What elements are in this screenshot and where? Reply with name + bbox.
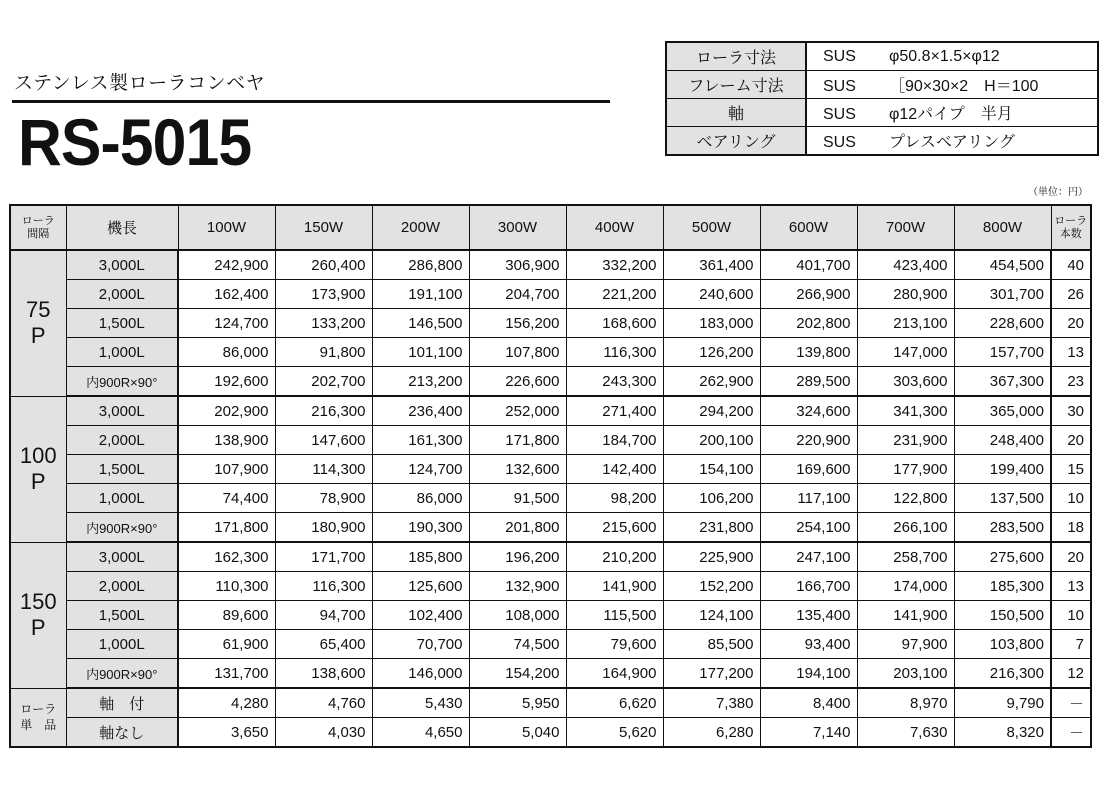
- roller-count-cell: 10: [1051, 601, 1091, 630]
- spec-label: ローラ寸法: [666, 42, 806, 71]
- price-cell: 132,900: [469, 572, 566, 601]
- price-cell: 4,280: [178, 688, 275, 718]
- price-cell: 166,700: [760, 572, 857, 601]
- price-cell: 185,300: [954, 572, 1051, 601]
- price-cell: 93,400: [760, 630, 857, 659]
- price-cell: 280,900: [857, 280, 954, 309]
- price-cell: 247,100: [760, 542, 857, 572]
- roller-count-cell: 7: [1051, 630, 1091, 659]
- table-row: [10, 630, 1091, 659]
- price-cell: 146,000: [372, 659, 469, 689]
- length-cell: 3,000L: [66, 542, 178, 572]
- length-cell: 2,000L: [66, 280, 178, 309]
- price-cell: 171,700: [275, 542, 372, 572]
- price-cell: 190,300: [372, 513, 469, 543]
- price-cell: 171,800: [469, 426, 566, 455]
- price-table: [9, 204, 1092, 748]
- price-cell: 156,200: [469, 309, 566, 338]
- spec-label: ベアリング: [666, 127, 806, 156]
- table-row: [10, 338, 1091, 367]
- price-cell: 171,800: [178, 513, 275, 543]
- price-cell: 114,300: [275, 455, 372, 484]
- roller-count-cell: 18: [1051, 513, 1091, 543]
- length-cell: 1,500L: [66, 601, 178, 630]
- group-label: [10, 250, 66, 396]
- roller-count-cell: 15: [1051, 455, 1091, 484]
- price-cell: 266,100: [857, 513, 954, 543]
- price-cell: 115,500: [566, 601, 663, 630]
- price-cell: 228,600: [954, 309, 1051, 338]
- group-label-line2: P: [30, 469, 46, 494]
- group-label-line2: 単 品: [20, 718, 57, 733]
- price-cell: 216,300: [275, 396, 372, 426]
- price-cell: 262,900: [663, 367, 760, 397]
- table-row: [10, 280, 1091, 309]
- price-cell: 162,300: [178, 542, 275, 572]
- table-row: [10, 455, 1091, 484]
- header-count-line2: 本数: [1059, 227, 1082, 240]
- price-cell: 78,900: [275, 484, 372, 513]
- price-cell: 173,900: [275, 280, 372, 309]
- header-row: [10, 205, 1091, 250]
- roller-count-cell: －: [1051, 688, 1091, 718]
- price-cell: 236,400: [372, 396, 469, 426]
- spec-row: [666, 127, 1098, 156]
- roller-count-cell: 13: [1051, 572, 1091, 601]
- price-cell: 154,100: [663, 455, 760, 484]
- price-cell: 107,900: [178, 455, 275, 484]
- table-row: [10, 659, 1091, 689]
- price-cell: 191,100: [372, 280, 469, 309]
- price-cell: 7,630: [857, 718, 954, 748]
- price-cell: 5,620: [566, 718, 663, 748]
- header-roller-count: [1051, 205, 1091, 250]
- price-cell: 254,100: [760, 513, 857, 543]
- price-cell: 221,200: [566, 280, 663, 309]
- table-row: [10, 367, 1091, 397]
- spec-value-cell: [806, 99, 1098, 127]
- roller-count-cell: 10: [1051, 484, 1091, 513]
- price-cell: 294,200: [663, 396, 760, 426]
- header-count-line1: ローラ: [1054, 214, 1088, 227]
- header-pitch-line1: ローラ: [21, 214, 55, 227]
- price-cell: 152,200: [663, 572, 760, 601]
- price-cell: 204,700: [469, 280, 566, 309]
- price-cell: 74,400: [178, 484, 275, 513]
- price-cell: 306,900: [469, 250, 566, 280]
- price-cell: 124,700: [372, 455, 469, 484]
- roller-count-cell: 12: [1051, 659, 1091, 689]
- price-cell: 138,600: [275, 659, 372, 689]
- price-cell: 225,900: [663, 542, 760, 572]
- length-cell: 2,000L: [66, 572, 178, 601]
- header-width: 200W: [372, 205, 469, 250]
- price-cell: 4,030: [275, 718, 372, 748]
- price-cell: 203,100: [857, 659, 954, 689]
- price-cell: 454,500: [954, 250, 1051, 280]
- price-cell: 8,970: [857, 688, 954, 718]
- price-cell: 199,400: [954, 455, 1051, 484]
- length-cell: 2,000L: [66, 426, 178, 455]
- price-cell: 5,950: [469, 688, 566, 718]
- group-label-line2: P: [30, 615, 46, 640]
- header-length: 機長: [66, 205, 178, 250]
- price-cell: 260,400: [275, 250, 372, 280]
- price-cell: 132,600: [469, 455, 566, 484]
- price-cell: 6,280: [663, 718, 760, 748]
- price-cell: 116,300: [275, 572, 372, 601]
- roller-count-cell: 23: [1051, 367, 1091, 397]
- table-row: [10, 396, 1091, 426]
- price-cell: 367,300: [954, 367, 1051, 397]
- price-cell: 138,900: [178, 426, 275, 455]
- roller-count-cell: 20: [1051, 426, 1091, 455]
- price-cell: 213,200: [372, 367, 469, 397]
- price-cell: 365,000: [954, 396, 1051, 426]
- price-cell: 215,600: [566, 513, 663, 543]
- price-cell: 5,430: [372, 688, 469, 718]
- header-width: 400W: [566, 205, 663, 250]
- price-cell: 135,400: [760, 601, 857, 630]
- price-cell: 7,140: [760, 718, 857, 748]
- roller-count-cell: 20: [1051, 309, 1091, 338]
- price-cell: 361,400: [663, 250, 760, 280]
- price-cell: 102,400: [372, 601, 469, 630]
- price-cell: 231,900: [857, 426, 954, 455]
- price-cell: 89,600: [178, 601, 275, 630]
- header-width: 500W: [663, 205, 760, 250]
- price-cell: 85,500: [663, 630, 760, 659]
- price-cell: 4,760: [275, 688, 372, 718]
- price-cell: 97,900: [857, 630, 954, 659]
- roller-count-cell: －: [1051, 718, 1091, 748]
- price-cell: 202,700: [275, 367, 372, 397]
- group-label-line1: 100: [19, 443, 57, 468]
- group-label-line1: 75: [26, 297, 51, 323]
- price-cell: 126,200: [663, 338, 760, 367]
- price-cell: 146,500: [372, 309, 469, 338]
- price-cell: 79,600: [566, 630, 663, 659]
- table-row: [10, 250, 1091, 280]
- price-cell: 231,800: [663, 513, 760, 543]
- price-cell: 154,200: [469, 659, 566, 689]
- price-cell: 122,800: [857, 484, 954, 513]
- group-label: [10, 542, 66, 688]
- price-cell: 157,700: [954, 338, 1051, 367]
- price-cell: 301,700: [954, 280, 1051, 309]
- price-cell: 137,500: [954, 484, 1051, 513]
- spec-row: [666, 99, 1098, 127]
- price-cell: 258,700: [857, 542, 954, 572]
- price-cell: 202,800: [760, 309, 857, 338]
- price-cell: 275,600: [954, 542, 1051, 572]
- spec-material: SUS: [823, 47, 856, 65]
- spec-material: SUS: [823, 106, 856, 123]
- spec-value: プレスベアリング: [889, 134, 1015, 151]
- unit-note: （単位：円）: [1028, 187, 1088, 198]
- price-cell: 332,200: [566, 250, 663, 280]
- group-label: [10, 396, 66, 542]
- length-cell: 内900R×90°: [66, 513, 178, 543]
- roller-count-cell: 20: [1051, 542, 1091, 572]
- price-cell: 423,400: [857, 250, 954, 280]
- group-label-line1: ローラ: [20, 702, 57, 717]
- price-cell: 177,900: [857, 455, 954, 484]
- price-cell: 286,800: [372, 250, 469, 280]
- spec-label: フレーム寸法: [666, 71, 806, 99]
- length-cell: 1,000L: [66, 630, 178, 659]
- table-row: [10, 426, 1091, 455]
- price-cell: 8,320: [954, 718, 1051, 748]
- price-cell: 194,100: [760, 659, 857, 689]
- price-cell: 6,620: [566, 688, 663, 718]
- price-cell: 213,100: [857, 309, 954, 338]
- price-cell: 196,200: [469, 542, 566, 572]
- spec-material: SUS: [823, 134, 856, 151]
- price-cell: 162,400: [178, 280, 275, 309]
- price-cell: 242,900: [178, 250, 275, 280]
- price-cell: 200,100: [663, 426, 760, 455]
- spec-value: ［90×30×2 H＝100: [889, 78, 1039, 95]
- price-cell: 3,650: [178, 718, 275, 748]
- price-cell: 124,700: [178, 309, 275, 338]
- price-cell: 243,300: [566, 367, 663, 397]
- price-cell: 283,500: [954, 513, 1051, 543]
- table-row: [10, 484, 1091, 513]
- price-cell: 107,800: [469, 338, 566, 367]
- price-cell: 131,700: [178, 659, 275, 689]
- price-cell: 303,600: [857, 367, 954, 397]
- price-cell: 180,900: [275, 513, 372, 543]
- price-body: [10, 250, 1091, 747]
- length-cell: 1,500L: [66, 455, 178, 484]
- spec-value: φ50.8×1.5×φ12: [889, 47, 1000, 65]
- table-row: [10, 601, 1091, 630]
- price-cell: 183,000: [663, 309, 760, 338]
- spec-row: [666, 42, 1098, 71]
- price-cell: 91,800: [275, 338, 372, 367]
- price-cell: 106,200: [663, 484, 760, 513]
- header-pitch: [10, 205, 66, 250]
- price-cell: 74,500: [469, 630, 566, 659]
- header-pitch-line2: 間隔: [27, 227, 50, 240]
- price-cell: 168,600: [566, 309, 663, 338]
- group-label-line2: P: [30, 323, 46, 349]
- roller-count-cell: 30: [1051, 396, 1091, 426]
- price-cell: 70,700: [372, 630, 469, 659]
- header-width: 800W: [954, 205, 1051, 250]
- price-cell: 125,600: [372, 572, 469, 601]
- price-cell: 161,300: [372, 426, 469, 455]
- price-cell: 169,600: [760, 455, 857, 484]
- price-cell: 220,900: [760, 426, 857, 455]
- price-cell: 108,000: [469, 601, 566, 630]
- price-cell: 210,200: [566, 542, 663, 572]
- group-label-line1: 150: [19, 589, 57, 614]
- roller-count-cell: 13: [1051, 338, 1091, 367]
- spec-table: [665, 41, 1099, 156]
- price-cell: 94,700: [275, 601, 372, 630]
- table-row: [10, 572, 1091, 601]
- spec-row: [666, 71, 1098, 99]
- roller-count-cell: 26: [1051, 280, 1091, 309]
- price-cell: 124,100: [663, 601, 760, 630]
- header-width: 700W: [857, 205, 954, 250]
- price-cell: 226,600: [469, 367, 566, 397]
- price-cell: 202,900: [178, 396, 275, 426]
- price-cell: 192,600: [178, 367, 275, 397]
- roller-count-cell: 40: [1051, 250, 1091, 280]
- title-rule: [12, 100, 610, 103]
- price-cell: 289,500: [760, 367, 857, 397]
- spec-value: φ12パイプ 半月: [889, 106, 1013, 123]
- header-width: 150W: [275, 205, 372, 250]
- price-cell: 101,100: [372, 338, 469, 367]
- length-cell: 3,000L: [66, 396, 178, 426]
- price-cell: 248,400: [954, 426, 1051, 455]
- spec-value-cell: [806, 71, 1098, 99]
- spec-value-cell: [806, 42, 1098, 71]
- length-cell: 内900R×90°: [66, 659, 178, 689]
- header-width: 100W: [178, 205, 275, 250]
- price-cell: 7,380: [663, 688, 760, 718]
- spec-label: 軸: [666, 99, 806, 127]
- table-row: [10, 309, 1091, 338]
- price-cell: 4,650: [372, 718, 469, 748]
- price-cell: 116,300: [566, 338, 663, 367]
- price-cell: 271,400: [566, 396, 663, 426]
- price-cell: 110,300: [178, 572, 275, 601]
- price-cell: 266,900: [760, 280, 857, 309]
- price-cell: 86,000: [372, 484, 469, 513]
- price-cell: 147,600: [275, 426, 372, 455]
- price-cell: 185,800: [372, 542, 469, 572]
- price-cell: 401,700: [760, 250, 857, 280]
- price-cell: 9,790: [954, 688, 1051, 718]
- table-row: [10, 513, 1091, 543]
- model-number: RS-5015: [18, 105, 252, 179]
- price-cell: 103,800: [954, 630, 1051, 659]
- price-cell: 252,000: [469, 396, 566, 426]
- table-row: [10, 718, 1091, 748]
- table-row: [10, 688, 1091, 718]
- length-cell: 軸なし: [66, 718, 178, 748]
- header-width: 300W: [469, 205, 566, 250]
- price-cell: 142,400: [566, 455, 663, 484]
- price-cell: 216,300: [954, 659, 1051, 689]
- price-cell: 8,400: [760, 688, 857, 718]
- price-cell: 98,200: [566, 484, 663, 513]
- length-cell: 1,000L: [66, 484, 178, 513]
- spec-value-cell: [806, 127, 1098, 156]
- header-width: 600W: [760, 205, 857, 250]
- price-cell: 341,300: [857, 396, 954, 426]
- price-cell: 324,600: [760, 396, 857, 426]
- product-subtitle: ステンレス製ローラコンベヤ: [14, 73, 266, 94]
- length-cell: 軸 付: [66, 688, 178, 718]
- spec-material: SUS: [823, 78, 856, 95]
- price-cell: 164,900: [566, 659, 663, 689]
- price-cell: 86,000: [178, 338, 275, 367]
- length-cell: 内900R×90°: [66, 367, 178, 397]
- price-cell: 91,500: [469, 484, 566, 513]
- price-cell: 61,900: [178, 630, 275, 659]
- length-cell: 1,500L: [66, 309, 178, 338]
- price-cell: 150,500: [954, 601, 1051, 630]
- price-cell: 177,200: [663, 659, 760, 689]
- length-cell: 1,000L: [66, 338, 178, 367]
- table-row: [10, 542, 1091, 572]
- price-cell: 117,100: [760, 484, 857, 513]
- price-cell: 141,900: [857, 601, 954, 630]
- group-label: [10, 688, 66, 747]
- length-cell: 3,000L: [66, 250, 178, 280]
- price-cell: 5,040: [469, 718, 566, 748]
- price-cell: 240,600: [663, 280, 760, 309]
- price-cell: 141,900: [566, 572, 663, 601]
- price-cell: 139,800: [760, 338, 857, 367]
- price-cell: 184,700: [566, 426, 663, 455]
- price-cell: 174,000: [857, 572, 954, 601]
- price-cell: 65,400: [275, 630, 372, 659]
- price-cell: 201,800: [469, 513, 566, 543]
- price-cell: 133,200: [275, 309, 372, 338]
- price-cell: 147,000: [857, 338, 954, 367]
